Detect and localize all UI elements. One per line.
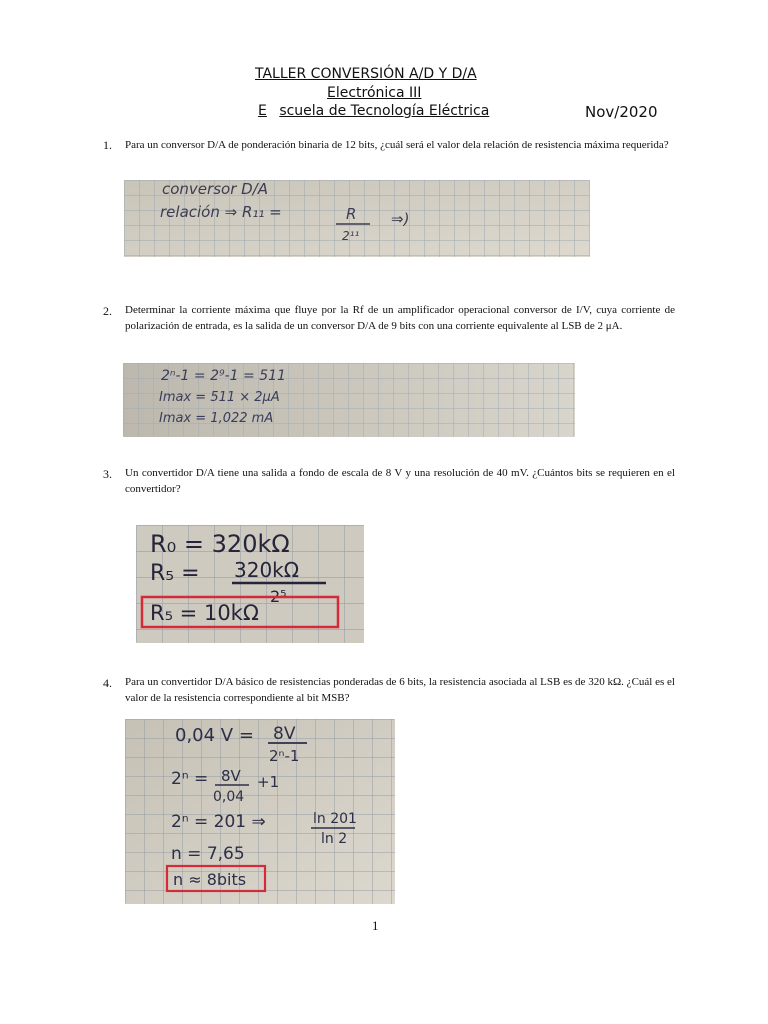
hw-4-ln-den: ln 2 <box>321 831 348 847</box>
hw-1-line2: relación ⇒ R₁₁ = <box>160 203 282 221</box>
document-date: Nov/2020 <box>585 103 658 121</box>
school-initial: E <box>258 103 267 119</box>
hw-4-line3: 2ⁿ = 201 ⇒ <box>171 812 266 832</box>
document-subject: Electrónica III <box>327 85 422 101</box>
hw-4-num2: 8V <box>221 767 241 785</box>
hw-4-ln-num: ln 201 <box>313 811 357 827</box>
hw-4-lhs: 0,04 V = <box>175 725 254 746</box>
answer-1-photo <box>124 180 590 257</box>
question-1-number: 1. <box>103 138 112 152</box>
hw-4-plus1: +1 <box>257 773 280 791</box>
hw-4-den2: 0,04 <box>213 789 245 805</box>
answer-2-photo <box>123 363 575 437</box>
page-number: 1 <box>372 918 379 933</box>
hw-1-denominator: 2¹¹ <box>342 229 360 243</box>
answer-3-photo <box>136 525 364 643</box>
hw-3-result: R₅ = 10kΩ <box>150 601 259 625</box>
hw-1-line1: conversor D/A <box>162 180 268 198</box>
question-3-number: 3. <box>103 467 112 481</box>
question-1-text: Para un conversor D/A de ponderación binaria de 12 bits, ¿cuál será el valor dela relación de resistencia máxima requerida? <box>125 139 669 151</box>
hw-4-num1: 8V <box>273 724 296 744</box>
document-title: TALLER CONVERSIÓN A/D Y D/A <box>255 66 477 82</box>
hw-2-line2: Imax = 511 × 2μA <box>159 390 280 405</box>
hw-3-numerator: 320kΩ <box>234 558 300 582</box>
hw-4-result: n ≈ 8bits <box>173 870 247 889</box>
question-3-text: Un convertidor D/A tiene una salida a fondo de escala de 8 V y una resolución de 40 mV. ¿Cuántos bits se requieren en el convertidor? <box>125 467 675 495</box>
question-4-number: 4. <box>103 676 112 690</box>
hw-1-arrow: ⇒) <box>391 210 410 228</box>
answer-4-photo <box>125 719 395 904</box>
hw-1-numerator: R <box>346 205 357 223</box>
hw-3-lhs: R₅ = <box>150 561 200 586</box>
hw-4-line2-lhs: 2ⁿ = <box>171 769 209 789</box>
hw-4-den1: 2ⁿ-1 <box>269 747 300 765</box>
hw-4-line4: n = 7,65 <box>171 844 245 864</box>
hw-3-denominator: 2⁵ <box>270 587 287 606</box>
question-2-text: Determinar la corriente máxima que fluye por la Rf de un amplificador operacional conversor de I/V, cuya corriente de polarización de entrada, es la salida de un conversor D/A de 9 bits con una corriente equivalente al LSB de 2 μA. <box>125 304 675 332</box>
question-4-text: Para un convertidor D/A básico de resistencias ponderadas de 6 bits, la resistencia asociada al LSB es de 320 kΩ. ¿Cuál es el valor de la resistencia correspondiente al bit MSB? <box>125 676 675 704</box>
hw-2-line1: 2ⁿ-1 = 2⁹-1 = 511 <box>161 368 286 384</box>
hw-2-line3: Imax = 1,022 mA <box>159 411 274 426</box>
hw-3-line1: R₀ = 320kΩ <box>150 530 290 558</box>
question-2-number: 2. <box>103 304 112 318</box>
school-name <box>258 103 489 119</box>
school-rest: scuela de Tecnología Eléctrica <box>279 103 490 119</box>
